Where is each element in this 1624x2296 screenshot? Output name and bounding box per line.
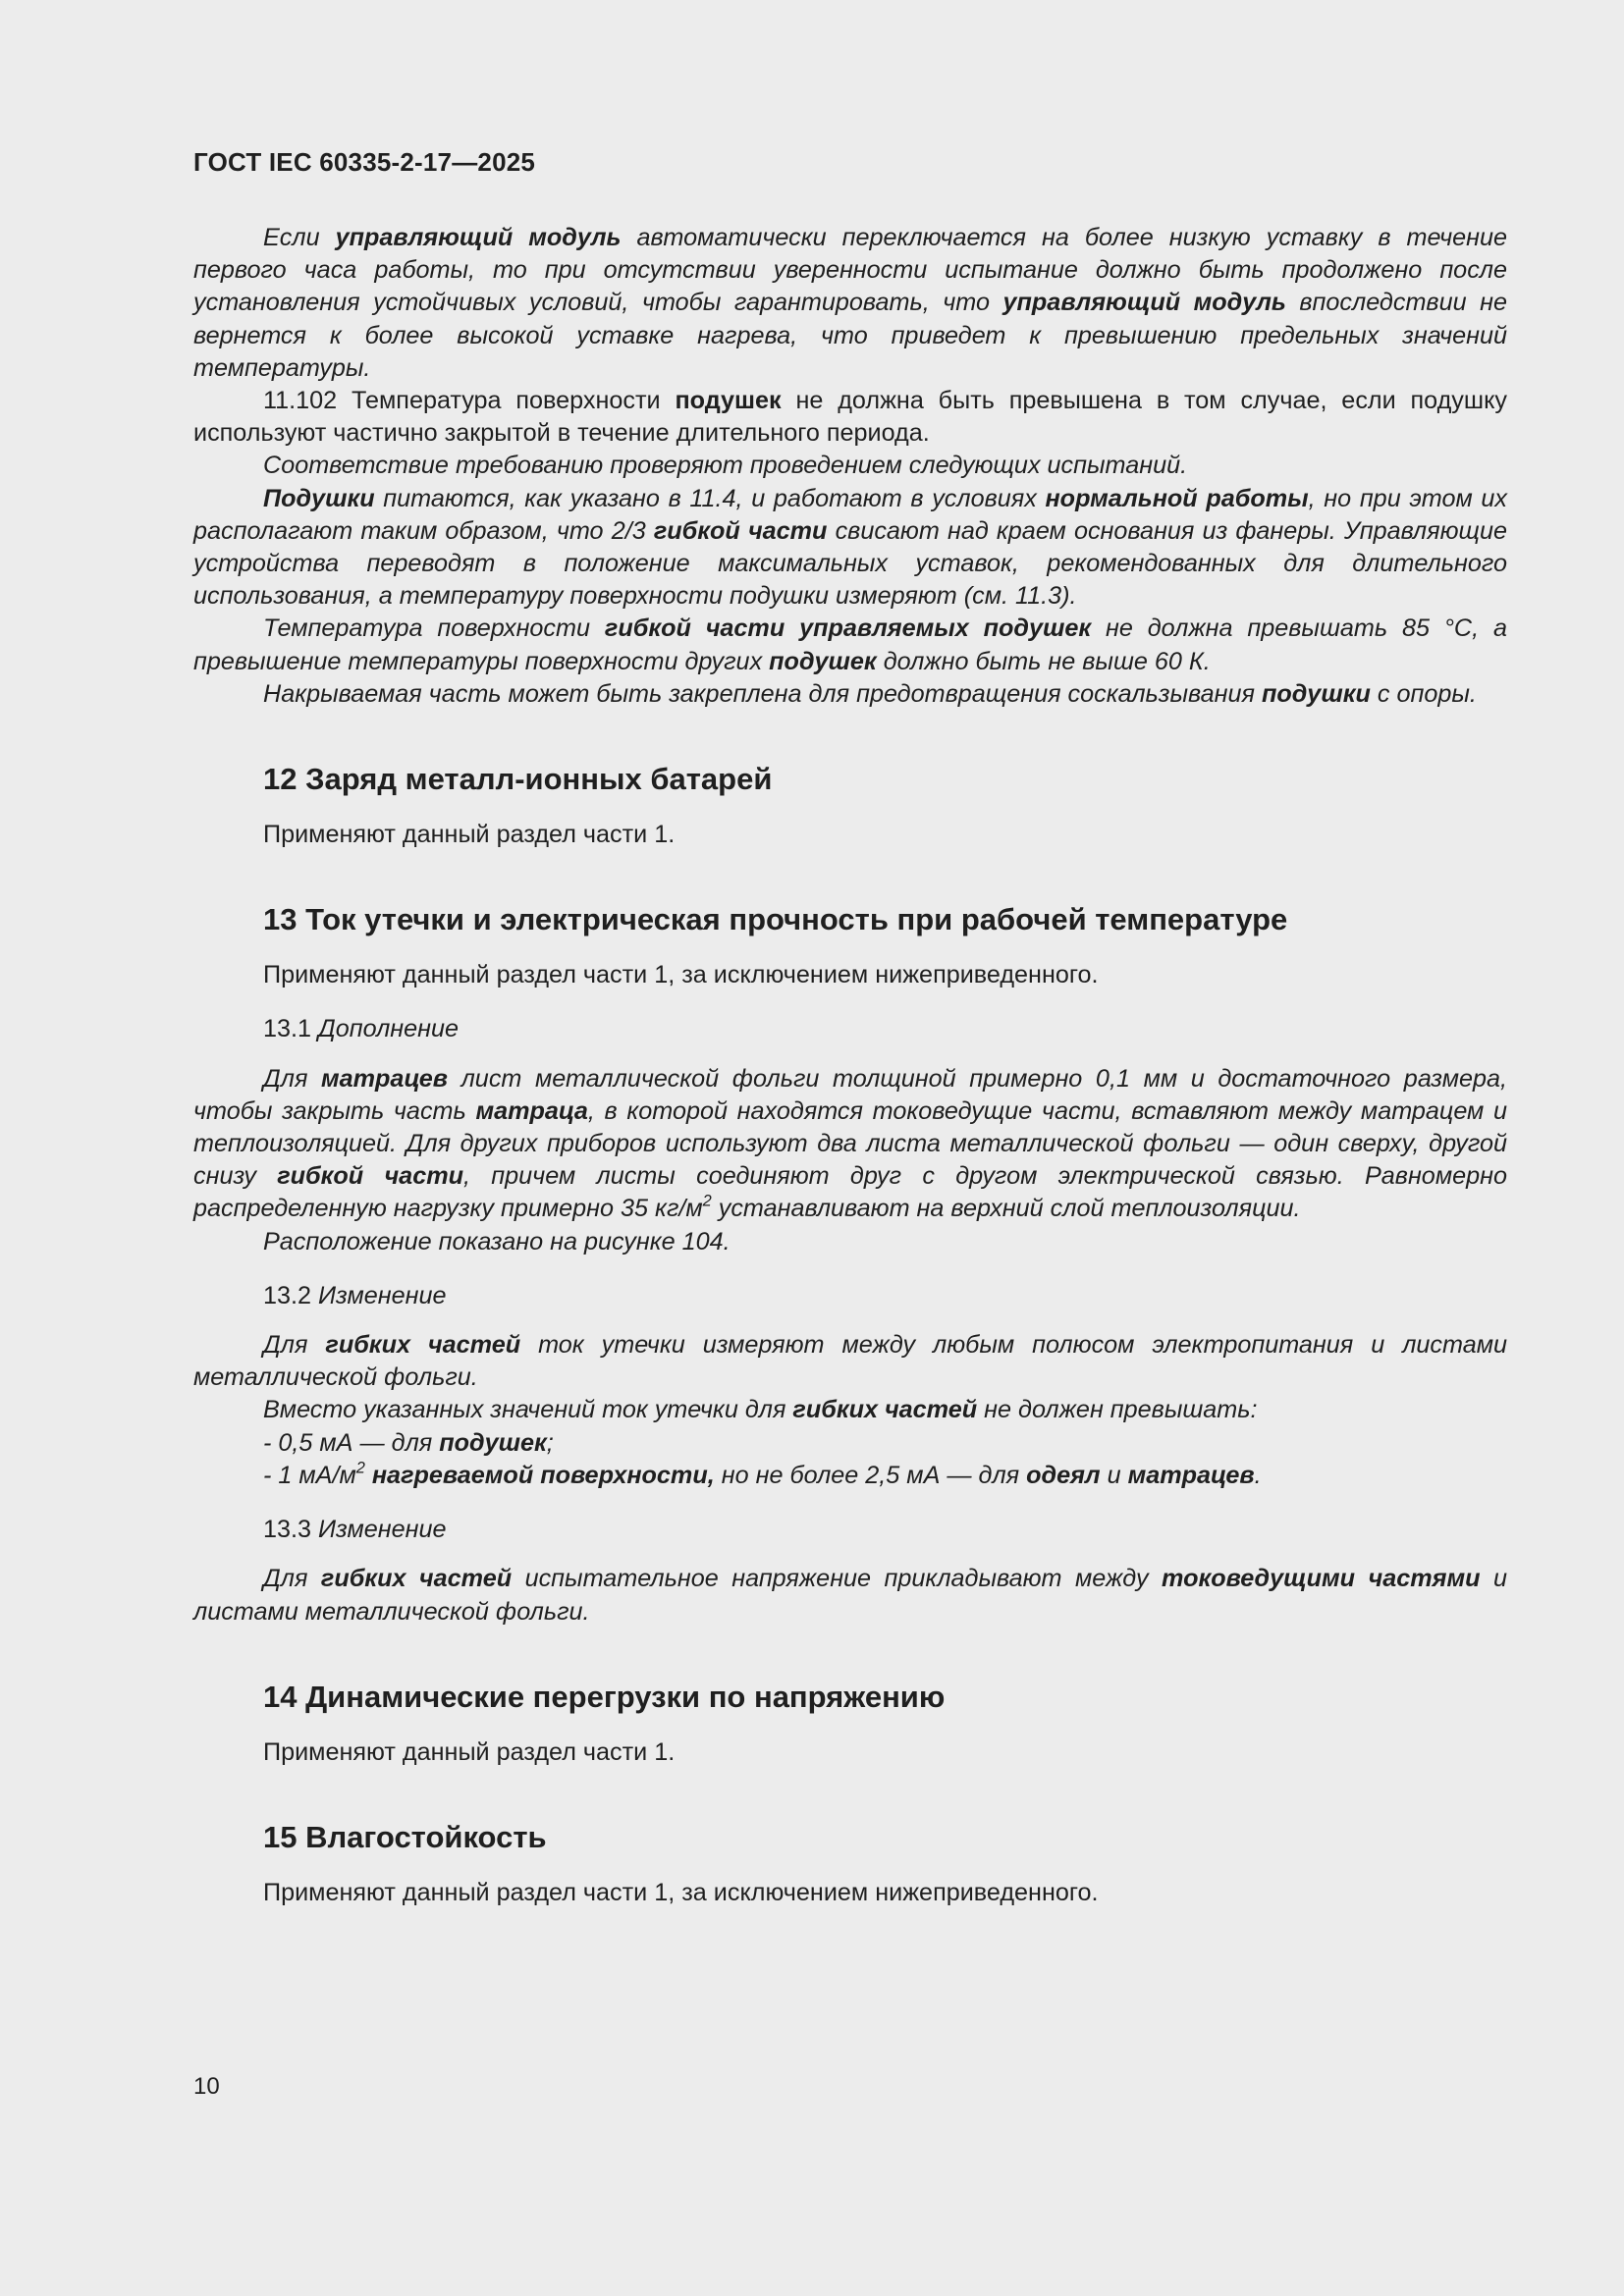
paragraph-temperature-limits: Температура поверхности гибкой части управляемых подушек не должна превышать 85 °С, а превышение температуры поверхности других подушек должно быть не выше 60 К. [193,614,1507,675]
page-number: 10 [193,2073,220,2100]
clause-13-1-body: Для матрацев лист металлической фольги толщиной примерно 0,1 мм и достаточного размера, чтобы закрыть часть матраца, в которой находятся токоведущие части, вставляют между матрацем и теплоизоляцией. Для других приборов используют два листа металлической фольги — один сверху, другой снизу гибкой части, причем листы соединяют друг с другом электрической связью. Равномерно распределенную нагрузку примерно 35 $кг/м^2$ устанавливают на верхний слой теплоизоляции. [193,1064,1507,1223]
clause-13-1-heading: 13.1 Дополнение [263,1015,460,1043]
paragraph-pillows-test: Подушки питаются, как указано в 11.4, и работают в условиях нормальной работы, но при этом их располагают таким образом, что 2/3 гибкой части свисают над краем основания из фанеры. Управляющие устройства переводят в положение максимальных уставок, рекомендованных для длительного использования, а температуру поверхности подушки измеряют (см. 11.3). [193,484,1507,611]
list-item: - 0,5 мА — для подушек; [263,1428,554,1457]
paragraph-cover-fixing: Накрываемая часть может быть закреплена для предотвращения соскальзывания подушки с опоры. [263,679,1477,708]
clause-13-3-heading: 13.3 Изменение [263,1516,447,1544]
clause-13-1-figure-ref: Расположение показано на рисунке 104. [263,1227,731,1255]
page-content [193,222,1507,1909]
paragraph-control-module: Если управляющий модуль автоматически переключается на более низкую уставку в течение первого часа работы, то при отсутствии уверенности испытание должно быть продолжено после установления устойчивых условий, чтобы гарантировать, что управляющий модуль впоследствии не вернется к более высокой уставке нагрева, что приведет к превышению предельных значений температуры. [193,224,1508,382]
document-header: ГОСТ IEC 60335-2-17—2025 [193,147,536,177]
clause-13-2-body: Для гибких частей ток утечки измеряют между любым полюсом электропитания и листами металлической фольги. [193,1331,1507,1392]
clause-13-2-limits-intro: Вместо указанных значений ток утечки для гибких частей не должен превышать: [263,1396,1258,1424]
section-13-heading: 13 Ток утечки и электрическая прочность при рабочей температуре [263,902,1288,937]
section-12-heading: 12 Заряд металл-ионных батарей [263,762,773,797]
section-12-body: Применяют данный раздел части 1. [263,821,676,849]
compliance-statement: Соответствие требованию проверяют проведением следующих испытаний. [263,452,1188,480]
section-15-heading: 15 Влагостойкость [263,1819,547,1854]
clause-13-3-body: Для гибких частей испытательное напряжение прикладывают между токоведущими частями и листами металлической фольги. [193,1565,1507,1626]
clause-13-2-heading: 13.2 Изменение [263,1281,447,1309]
list-item: - 1 $мА/м^2$ нагреваемой поверхности, но не более 2,5 мА — для одеял и матрацев. [263,1459,1262,1489]
section-14-body: Применяют данный раздел части 1. [263,1737,676,1766]
section-14-heading: 14 Динамические перегрузки по напряжению [263,1679,946,1714]
clause-11-102: 11.102 Температура поверхности подушек не должна быть превышена в том случае, если подушку используют частично закрытой в течение длительного периода. [193,387,1508,448]
section-15-body: Применяют данный раздел части 1, за исключением нижеприведенного. [263,1878,1099,1906]
section-13-body: Применяют данный раздел части 1, за исключением нижеприведенного. [263,961,1099,989]
